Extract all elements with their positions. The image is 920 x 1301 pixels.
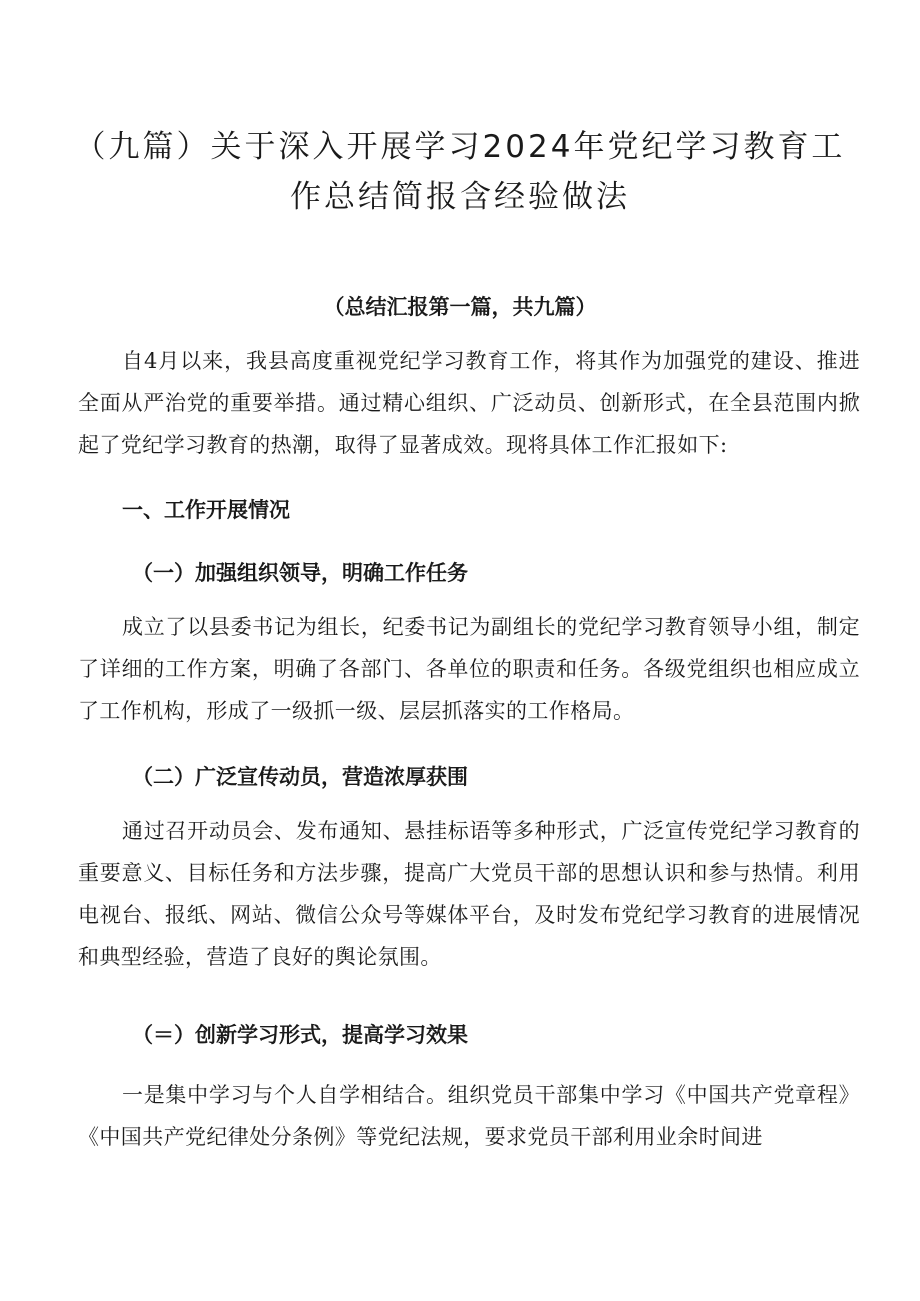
subsection-heading-3: （＝）创新学习形式，提高学习效果 [132,1023,468,1047]
subsection-1-paragraph: 成立了以县委书记为组长，纪委书记为副组长的党纪学习教育领导小组，制定了详细的工作方案，明确了各部门、各单位的职责和任务。各级党组织也相应成立了工作机构，形成了一级抓一级、层层抓落实的工作格局。 [78,615,860,723]
document-title-line-1: （九篇）关于深入开展学习2024年党纪学习教育工 [74,129,846,165]
document-subtitle: （总结汇报第一篇，共九篇） [323,295,597,319]
subsection-2-paragraph: 通过召开动员会、发布通知、悬挂标语等多种形式，广泛宣传党纪学习教育的重要意义、目标任务和方法步骤，提高广大党员干部的思想认识和参与热情。利用电视台、报纸、网站、微信公众号等媒体平台，及时发布党纪学习教育的进展情况和典型经验，营造了良好的舆论氛围。 [78,819,860,969]
section-heading-work-progress: 一、工作开展情况 [122,498,290,522]
subsection-heading-1: （一）加强组织领导，明确工作任务 [132,561,468,585]
subsection-3-paragraph: 一是集中学习与个人自学相结合。组织党员干部集中学习《中国共产党章程》《中国共产党纪律处分条例》等党纪法规，要求党员干部利用业余时间进 [78,1083,860,1149]
subsection-heading-2: （二）广泛宣传动员，营造浓厚获围 [132,765,468,789]
document-title-line-2: 作总结简报含经验做法 [290,179,630,215]
intro-paragraph: 自4月以来，我县高度重视党纪学习教育工作，将其作为加强党的建设、推进全面从严治党的重要举措。通过精心组织、广泛动员、创新形式，在全县范围内掀起了党纪学习教育的热潮，取得了显著成效。现将具体工作汇报如下: [78,349,860,457]
